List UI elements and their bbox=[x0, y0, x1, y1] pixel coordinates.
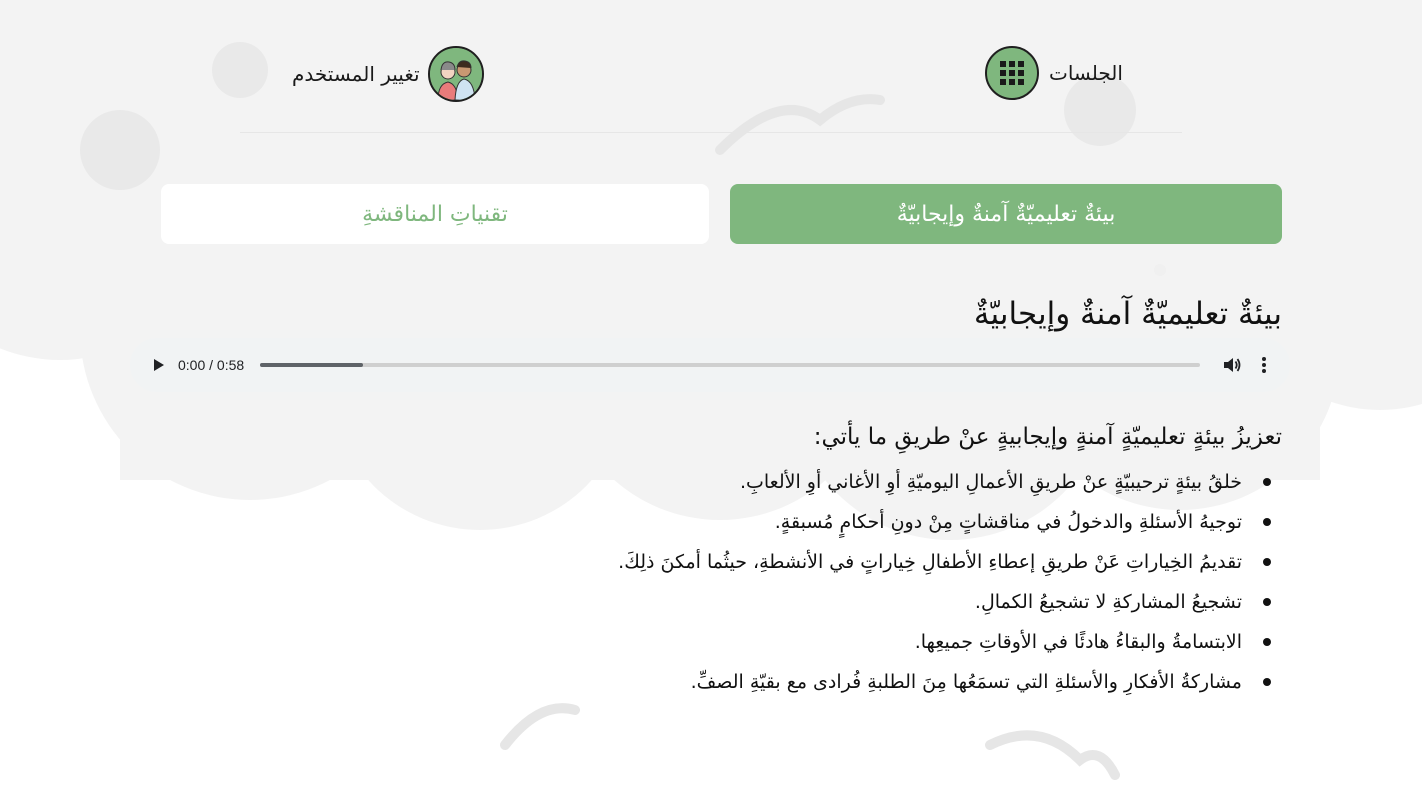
list-item bbox=[382, 502, 1282, 542]
header-divider bbox=[240, 132, 1182, 133]
play-icon[interactable] bbox=[150, 357, 166, 373]
bullet-dot bbox=[1263, 598, 1271, 606]
tab-label: تقنياتِ المناقشةِ bbox=[362, 201, 508, 227]
list-item-text: الابتسامةُ والبقاءُ هادئًا في الأوقاتِ جميعِها. bbox=[914, 631, 1242, 653]
list-item bbox=[382, 662, 1282, 702]
audio-seek-bar[interactable] bbox=[260, 363, 1200, 367]
audio-time: 0:00 / 0:58 bbox=[178, 357, 245, 373]
audio-progress-fill bbox=[260, 363, 363, 367]
change-user-button[interactable] bbox=[292, 46, 484, 102]
list-item-text: خلقُ بيئةٍ ترحيبيّةٍ عنْ طريقِ الأعمالِ اليوميّةِ أوِ الأغاني أوِ الألعابِ. bbox=[739, 471, 1242, 493]
sessions-button[interactable] bbox=[985, 46, 1123, 100]
bullet-dot bbox=[1263, 558, 1271, 566]
list-item bbox=[382, 582, 1282, 622]
list-item-text: توجيهُ الأسئلةِ والدخولُ في مناقشاتٍ مِنْ دونِ أحكامٍ مُسبقةٍ. bbox=[774, 511, 1242, 533]
list-item bbox=[382, 542, 1282, 582]
list-item-text: مشاركةُ الأفكارِ والأسئلةِ التي تسمَعُها مِنَ الطلبةِ فُرادى مع بقيّةِ الصفِّ. bbox=[690, 671, 1242, 693]
list-item-text: تقديمُ الخِياراتِ عَنْ طريقِ إعطاءِ الأطفالِ خِياراتٍ في الأنشطةِ، حيثُما أمكنَ ذلِكَ. bbox=[618, 551, 1242, 573]
more-options-icon[interactable] bbox=[1256, 355, 1272, 375]
grid-menu-icon bbox=[985, 46, 1039, 100]
intro-text: تعزيزُ بيئةٍ تعليميّةٍ آمنةٍ وإيجابيةٍ عنْ طريقِ ما يأتي: bbox=[813, 424, 1282, 450]
bullet-list bbox=[382, 462, 1282, 702]
list-item bbox=[382, 462, 1282, 502]
list-item-text: تشجيعُ المشاركةِ لا تشجيعُ الكمالِ. bbox=[974, 591, 1242, 613]
tab-safe-learning-environment[interactable] bbox=[730, 184, 1282, 244]
list-item bbox=[382, 622, 1282, 662]
volume-icon[interactable] bbox=[1222, 355, 1242, 375]
sessions-label: الجلسات bbox=[1049, 61, 1123, 85]
change-user-label: تغيير المستخدم bbox=[292, 62, 420, 86]
users-avatar-icon bbox=[428, 46, 484, 102]
bullet-dot bbox=[1263, 638, 1271, 646]
page-title: بيئةٌ تعليميّةٌ آمنةٌ وإيجابيّةٌ bbox=[973, 296, 1282, 332]
bullet-dot bbox=[1263, 678, 1271, 686]
bullet-dot bbox=[1263, 518, 1271, 526]
tab-discussion-techniques[interactable] bbox=[161, 184, 709, 244]
bullet-dot bbox=[1263, 478, 1271, 486]
audio-player bbox=[130, 338, 1290, 392]
tab-label: بيئةٌ تعليميّةٌ آمنةٌ وإيجابيّةٌ bbox=[896, 201, 1116, 227]
